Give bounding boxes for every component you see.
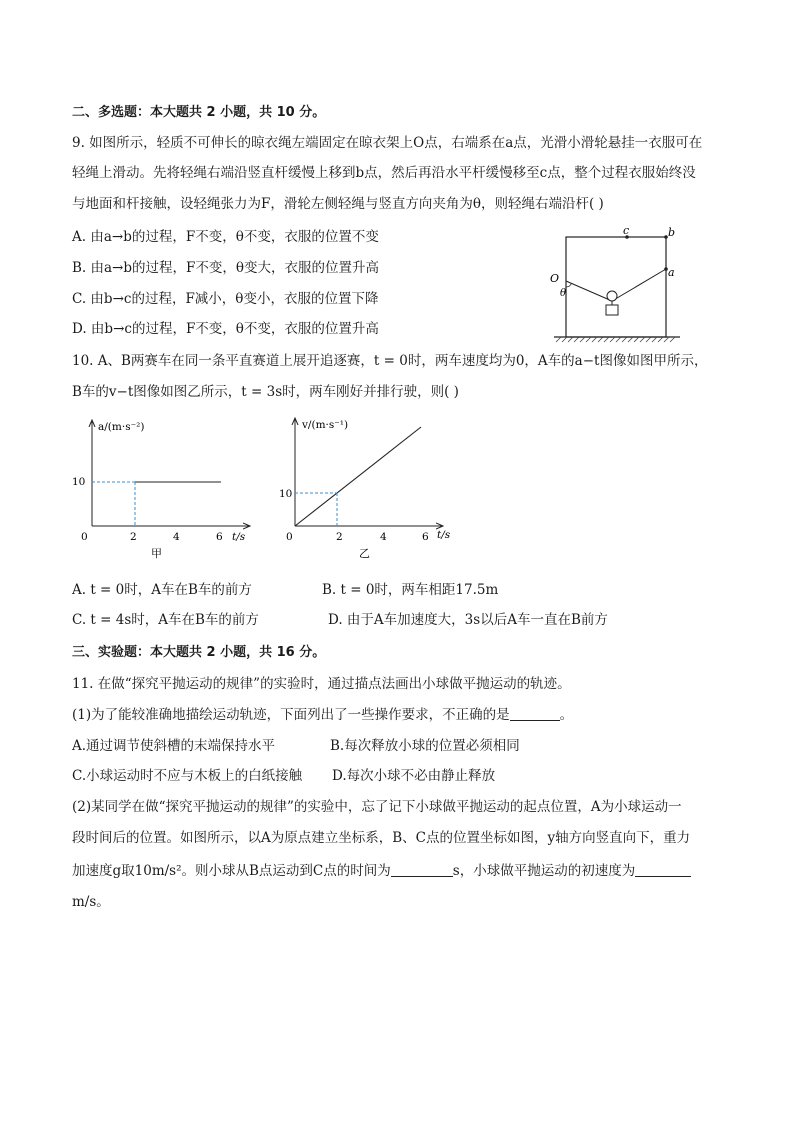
chart-caption: 甲 <box>151 547 162 560</box>
q11-option-b[interactable]: B.每次释放小球的位置必须相同 <box>330 738 520 754</box>
q10-option-c[interactable]: C. t = 4s时，A车在B车的前方 <box>72 612 259 628</box>
q9-option-b[interactable]: B. 由a→b的过程，F不变，θ变大，衣服的位置升高 <box>72 260 379 276</box>
x-tick-4: 4 <box>173 531 180 543</box>
y-axis-label: a/(m·s⁻²) <box>98 421 145 433</box>
label-theta: θ <box>560 288 567 299</box>
label-o: O <box>550 272 560 285</box>
label-a: a <box>668 266 675 279</box>
answer-blank-3[interactable] <box>635 862 691 877</box>
y-axis-label: v/(m·s⁻¹) <box>302 419 349 431</box>
rope-left <box>566 281 612 301</box>
theta-arc <box>566 283 572 287</box>
q10-option-a[interactable]: A. t = 0时，A车在B车的前方 <box>72 582 252 598</box>
y-tick-label: 10 <box>72 476 86 488</box>
y-tick-label: 10 <box>279 488 293 500</box>
x-tick-6: 6 <box>216 531 223 543</box>
answer-blank-1[interactable] <box>510 706 560 721</box>
q11-part2-line-1: (2)某同学在做“探究平抛运动的规律”的实验中，忘了记下小球做平抛运动的起点位置，A为小球运动一 <box>72 799 682 815</box>
q9-option-c[interactable]: C. 由b→c的过程，F减小，θ变小，衣服的位置下降 <box>72 291 379 307</box>
q11-part2-text-b: s，小球做平抛运动的初速度为 <box>452 863 636 879</box>
q11-option-c[interactable]: C.小球运动时不应与木板上的白纸接触 <box>72 768 303 784</box>
chart-caption: 乙 <box>359 547 370 560</box>
label-c: c <box>623 224 630 237</box>
ground-hatching <box>556 337 675 342</box>
x-axis-label: t/s <box>437 529 451 541</box>
section-heading-experiment: 三、实验题：本大题共 2 小题，共 16 分。 <box>72 645 326 660</box>
clothesline-figure <box>540 224 690 344</box>
x-tick-6: 6 <box>422 531 429 543</box>
x-tick-4: 4 <box>380 531 387 543</box>
q9-stem-line-1: 9. 如图所示，轻质不可伸长的晾衣绳左端固定在晾衣架上O点，右端系在a点，光滑小滑轮悬挂一衣服可在 <box>72 135 703 151</box>
q11-part2-line-3 <box>72 861 691 881</box>
q9-option-a[interactable]: A. 由a→b的过程，F不变，θ不变，衣服的位置不变 <box>72 229 379 245</box>
q9-option-d[interactable]: D. 由b→c的过程，F不变，θ不变，衣服的位置升高 <box>72 321 379 337</box>
section-heading-multi-choice: 二、多选题：本大题共 2 小题，共 10 分。 <box>72 105 326 120</box>
series-line <box>295 427 421 526</box>
q11-part1-end: 。 <box>559 707 574 723</box>
q11-part1-stem <box>72 705 573 725</box>
x-tick-2: 2 <box>336 531 343 543</box>
chart-a-t-graph <box>70 412 255 562</box>
q10-option-d[interactable]: D. 由于A车加速度大，3s以后A车一直在B前方 <box>328 612 608 628</box>
x-tick-2: 2 <box>130 531 137 543</box>
q11-option-a[interactable]: A.通过调节使斜槽的末端保持水平 <box>72 738 276 754</box>
x-axis-label: t/s <box>232 531 246 543</box>
pulley <box>607 291 617 301</box>
clothes-block <box>606 305 618 315</box>
rope-right <box>612 269 666 301</box>
x-tick-0: 0 <box>81 531 88 543</box>
q11-intro: 11. 在做“探究平抛运动的规律”的实验时，通过描点法画出小球做平抛运动的轨迹。 <box>72 676 571 692</box>
answer-blank-2[interactable] <box>391 862 453 877</box>
q10-option-b[interactable]: B. t = 0时，两车相距17.5m <box>322 582 499 598</box>
q11-part2-line-2: 段时间后的位置。如图所示，以A为原点建立坐标系，B、C点的位置坐标如图，y轴方向竖直向下，重力 <box>72 830 691 846</box>
q10-stem-line-2: B车的v−t图像如图乙所示，t = 3s时，两车刚好并排行驶，则( ) <box>72 384 459 400</box>
label-b: b <box>668 226 676 239</box>
chart-v-t-graph <box>277 412 462 562</box>
q11-part2-line-4: m/s。 <box>72 894 110 910</box>
q9-stem-line-2: 轻绳上滑动。先将轻绳右端沿竖直杆缓慢上移到b点，然后再沿水平杆缓慢移至c点，整个过程衣服始终没 <box>72 165 696 181</box>
q11-option-d[interactable]: D.每次小球不必由静止释放 <box>332 768 496 784</box>
q9-stem-line-3: 与地面和杆接触，设轻绳张力为F，滑轮左侧轻绳与竖直方向夹角为θ，则轻绳右端沿杆( ) <box>72 196 604 212</box>
q11-part1-text: (1)为了能较准确地描绘运动轨迹，下面列出了一些操作要求，不正确的是 <box>72 707 510 723</box>
q11-part2-text-a: 加速度g取10m/s²。则小球从B点运动到C点的时间为 <box>72 863 391 879</box>
x-tick-0: 0 <box>286 531 293 543</box>
q10-stem-line-1: 10. A、B两赛车在同一条平直赛道上展开追逐赛，t = 0时，两车速度均为0，A车的a−t图像如图甲所示， <box>72 353 708 369</box>
